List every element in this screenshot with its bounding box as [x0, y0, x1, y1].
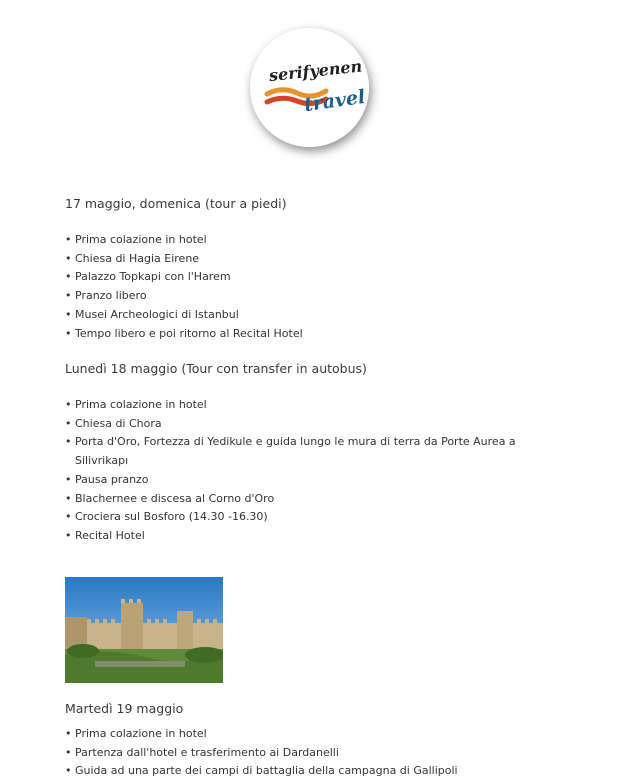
list-item: • Pranzo libero	[65, 287, 535, 306]
list-item: • Chiesa di Chora	[65, 415, 535, 434]
list-item: • Chiesa di Hagia Eirene	[65, 250, 535, 269]
svg-text:serifyenen: serifyenen	[268, 56, 364, 86]
day-2-heading: Lunedì 18 maggio (Tour con transfer in autobus)	[65, 361, 367, 376]
list-item: • Palazzo Topkapi con l'Harem	[65, 268, 535, 287]
list-item: • Prima colazione in hotel	[65, 725, 535, 744]
list-item: • Guida ad una parte dei campi di battaglia della campagna di Gallipoli	[65, 762, 535, 781]
day-1-list	[65, 231, 535, 343]
list-item: • Recital Hotel	[65, 527, 535, 546]
list-item: • Crociera sul Bosforo (14.30 -16.30)	[65, 508, 535, 527]
list-item: • Tempo libero e poi ritorno al Recital Hotel	[65, 325, 535, 344]
list-item: • Porta d'Oro, Fortezza di Yedikule e guida lungo le mura di terra da Porte Aurea a Silivrikapı	[65, 433, 535, 470]
company-logo[interactable]	[250, 28, 369, 147]
list-item: • Musei Archeologici di Istanbul	[65, 306, 535, 325]
day-1-heading: 17 maggio, domenica (tour a piedi)	[65, 196, 287, 211]
list-item: • Partenza dall'hotel e trasferimento ai Dardanelli	[65, 744, 535, 763]
city-walls-photo	[65, 577, 223, 683]
list-item: • Prima colazione in hotel	[65, 231, 535, 250]
day-3-heading: Martedì 19 maggio	[65, 701, 184, 716]
list-item: • Prima colazione in hotel	[65, 396, 535, 415]
day-2-list	[65, 396, 535, 546]
list-item: • Blachernee e discesa al Corno d'Oro	[65, 490, 535, 509]
list-item: • Pausa pranzo	[65, 471, 535, 490]
serifyenen-travel-logo-icon	[250, 28, 369, 147]
svg-text:travel: travel	[302, 85, 367, 117]
day-3-list	[65, 725, 535, 781]
